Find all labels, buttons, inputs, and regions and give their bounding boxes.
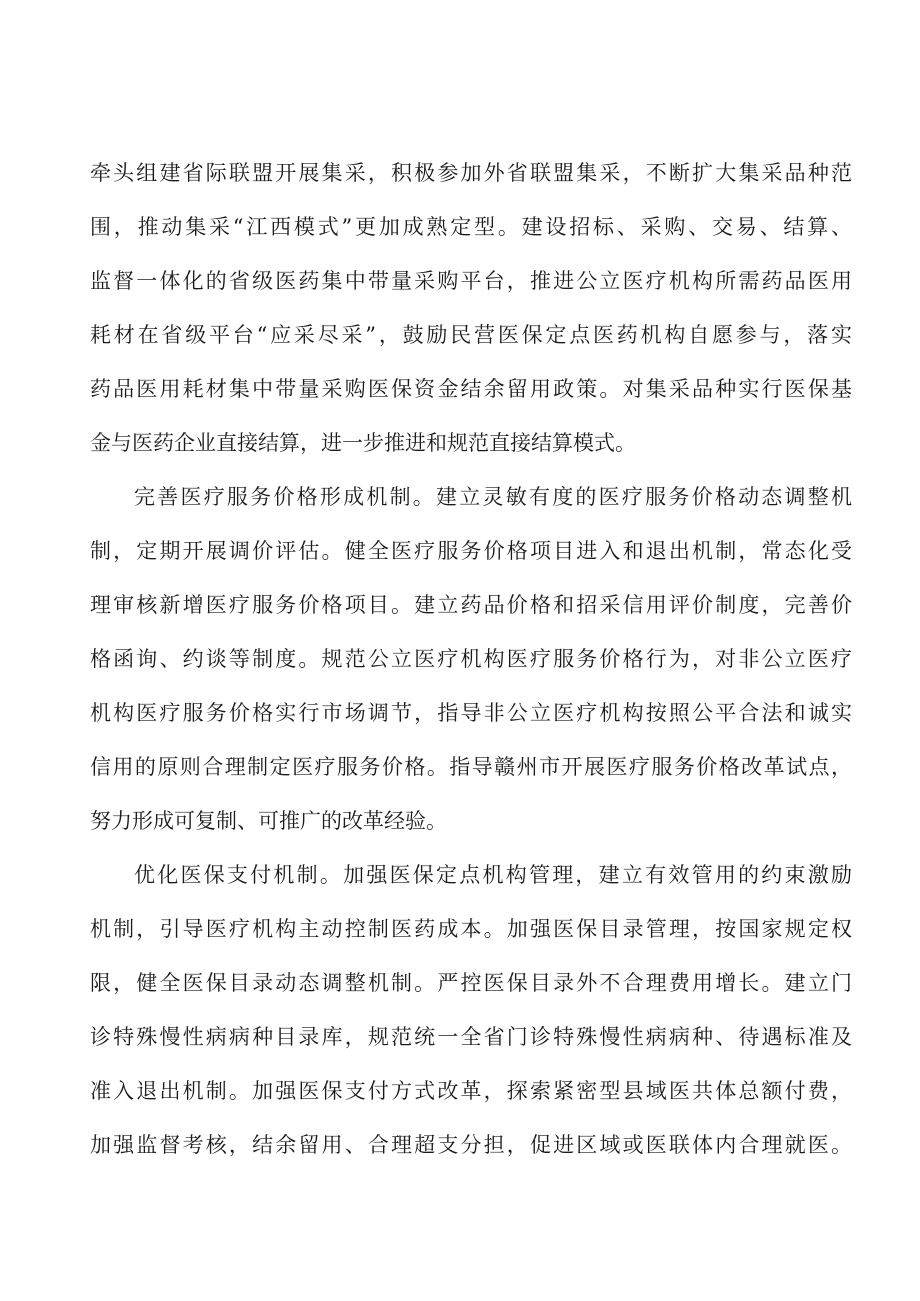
paragraph-1 xyxy=(90,146,852,470)
paragraph-3 xyxy=(90,848,852,1172)
text-line: 限，健全医保目录动态调整机制。严控医保目录外不合理费用增长。建立门 xyxy=(90,971,852,995)
text-line: 理审核新增医疗服务价格项目。建立药品价格和招采信用评价制度，完善价 xyxy=(90,593,852,617)
paragraph-2 xyxy=(90,470,852,848)
text-line: 优化医保支付机制。加强医保定点机构管理，建立有效管用的约束激励 xyxy=(134,863,852,887)
text-line: 耗材在省级平台“应采尽采”，鼓励民营医保定点医药机构自愿参与，落实 xyxy=(90,323,852,347)
text-line: 制，定期开展调价评估。健全医疗服务价格项目进入和退出机制，常态化受 xyxy=(90,539,852,563)
text-line: 监督一体化的省级医药集中带量采购平台，推进公立医疗机构所需药品医用 xyxy=(90,269,852,293)
text-line: 信用的原则合理制定医疗服务价格。指导赣州市开展医疗服务价格改革试点， xyxy=(90,755,852,779)
text-line: 机制，引导医疗机构主动控制医药成本。加强医保目录管理，按国家规定权 xyxy=(90,917,852,941)
text-line: 加强监督考核，结余留用、合理超支分担，促进区域或医联体内合理就医。 xyxy=(90,1133,852,1157)
text-line: 药品医用耗材集中带量采购医保资金结余留用政策。对集采品种实行医保基 xyxy=(90,377,852,401)
text-line: 牵头组建省际联盟开展集采，积极参加外省联盟集采，不断扩大集采品种范 xyxy=(90,161,852,185)
text-line: 格函询、约谈等制度。规范公立医疗机构医疗服务价格行为，对非公立医疗 xyxy=(90,647,852,671)
text-line: 诊特殊慢性病病种目录库，规范统一全省门诊特殊慢性病病种、待遇标准及 xyxy=(90,1025,852,1049)
text-line: 围，推动集采“江西模式”更加成熟定型。建设招标、采购、交易、结算、 xyxy=(90,215,852,239)
text-line: 努力形成可复制、可推广的改革经验。 xyxy=(90,809,447,833)
text-line: 准入退出机制。加强医保支付方式改革，探索紧密型县域医共体总额付费， xyxy=(90,1079,852,1103)
text-line: 金与医药企业直接结算，进一步推进和规范直接结算模式。 xyxy=(90,431,636,455)
text-line: 完善医疗服务价格形成机制。建立灵敏有度的医疗服务价格动态调整机 xyxy=(134,485,852,509)
document-body xyxy=(90,146,852,1172)
text-line: 机构医疗服务价格实行市场调节，指导非公立医疗机构按照公平合法和诚实 xyxy=(90,701,852,725)
